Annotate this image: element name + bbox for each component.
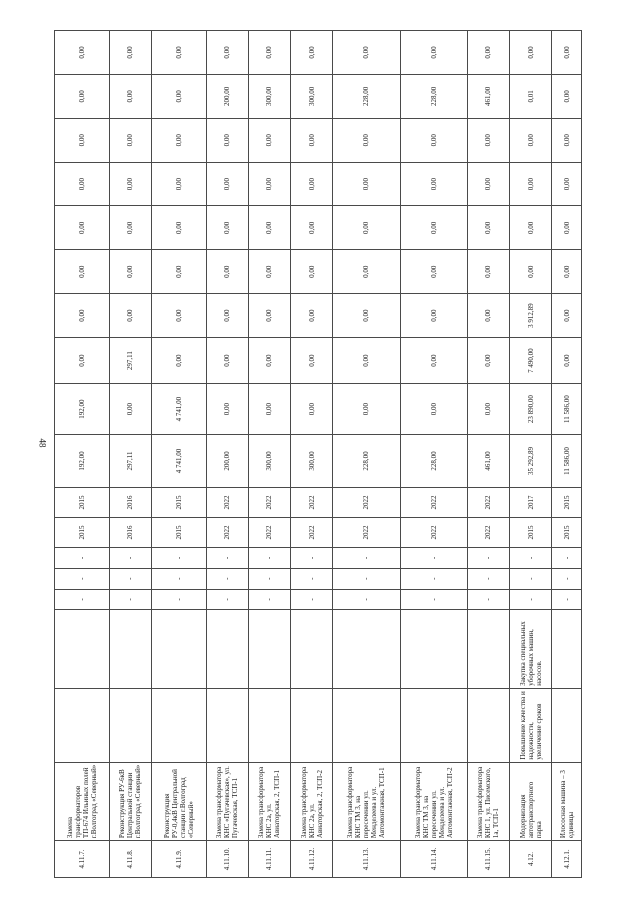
cell-total: 35 292,89 [510,434,552,487]
cell-v2: 0,00 [400,338,467,384]
cell-v7: 0,00 [400,118,467,162]
cell-code: 4.11.11. [248,841,290,878]
cell-code: 4.11.12. [291,841,333,878]
cell-v3: 0,00 [206,294,248,338]
cell-c6: - [552,568,582,589]
cell-v2: 0,00 [248,338,290,384]
cell-y1: 2022 [400,518,467,548]
page-number: 48 [37,438,48,448]
cell-code: 4.12. [510,841,552,878]
cell-y1: 2015 [151,518,206,548]
cell-total: 228,00 [333,434,400,487]
cell-v3: 0,00 [55,294,110,338]
cell-v4: 0,00 [55,250,110,294]
cell-c7: - [333,548,400,569]
cell-v8: 0,00 [151,74,206,118]
cell-v5: 0,00 [151,206,206,250]
cell-name: Илососная машина – 3 единицы [552,762,582,840]
cell-v7: 0,00 [206,118,248,162]
cell-work [55,610,110,688]
cell-c7: - [206,548,248,569]
cell-v6: 0,00 [467,162,509,206]
cell-v9: 0,00 [151,31,206,75]
cell-c5: - [467,589,509,610]
cell-y1: 2022 [291,518,333,548]
table-row [333,31,400,878]
cell-y1: 2022 [206,518,248,548]
cell-v7: 0,00 [467,118,509,162]
cell-v9: 0,00 [55,31,110,75]
cell-total: 228,00 [400,434,467,487]
cell-v7: 0,00 [109,118,151,162]
cell-v9: 0,00 [291,31,333,75]
cell-v1: 0,00 [333,384,400,435]
cell-name: Замена трансформатора КНС 1, ул. Писемского, 1а, ТСП-1 [467,762,509,840]
cell-c6: - [510,568,552,589]
cell-v6: 0,00 [400,162,467,206]
cell-v2: 297,11 [109,338,151,384]
cell-y1: 2022 [333,518,400,548]
cell-v4: 0,00 [467,250,509,294]
cell-v8: 0,00 [55,74,110,118]
table-row [55,31,110,878]
cell-y1: 2015 [55,518,110,548]
cell-v6: 0,00 [109,162,151,206]
cell-y2: 2022 [206,488,248,518]
cell-y2: 2015 [552,488,582,518]
cell-y2: 2022 [467,488,509,518]
cell-v3: 3 912,89 [510,294,552,338]
cell-v3: 0,00 [291,294,333,338]
cell-c6: - [55,568,110,589]
cell-v4: 0,00 [400,250,467,294]
table-row [400,31,467,878]
cell-code: 4.11.13. [333,841,400,878]
cell-name: Замена трансформатора КНС ТМ 3, на пересечении ул. Менделеева и ул. Автомонтажная, ТСП-2 [400,762,467,840]
cell-v7: 0,00 [333,118,400,162]
cell-v4: 0,00 [206,250,248,294]
cell-work [400,610,467,688]
investment-table [54,30,582,878]
cell-v6: 0,00 [248,162,290,206]
cell-v1: 0,00 [467,384,509,435]
cell-total: 192,00 [55,434,110,487]
cell-work [248,610,290,688]
cell-v2: 0,00 [333,338,400,384]
cell-code: 4.11.8. [109,841,151,878]
cell-purpose [109,688,151,762]
cell-v7: 0,00 [55,118,110,162]
cell-v9: 0,00 [467,31,509,75]
cell-y2: 2022 [291,488,333,518]
cell-work [109,610,151,688]
cell-y1: 2015 [552,518,582,548]
cell-v9: 0,00 [400,31,467,75]
cell-name: Реконструкция РУ-0,4кВ Центральной станции г.Волгоград «Северный» [151,762,206,840]
cell-c6: - [400,568,467,589]
cell-v3: 0,00 [109,294,151,338]
cell-code: 4.12.1. [552,841,582,878]
cell-v5: 0,00 [400,206,467,250]
cell-c6: - [248,568,290,589]
cell-v7: 0,00 [552,118,582,162]
cell-v9: 0,00 [109,31,151,75]
cell-v3: 0,00 [151,294,206,338]
cell-y2: 2015 [151,488,206,518]
table-row [151,31,206,878]
cell-c6: - [333,568,400,589]
cell-purpose [333,688,400,762]
cell-v9: 0,00 [248,31,290,75]
cell-v9: 0,00 [206,31,248,75]
cell-c7: - [510,548,552,569]
cell-v8: 300,00 [291,74,333,118]
cell-code: 4.11.10. [206,841,248,878]
cell-v6: 0,00 [151,162,206,206]
cell-work [151,610,206,688]
cell-v4: 0,00 [248,250,290,294]
cell-v5: 0,00 [552,206,582,250]
cell-v8: 0,00 [552,74,582,118]
cell-v8: 228,00 [400,74,467,118]
table-row [510,31,552,878]
cell-work [552,610,582,688]
cell-name: Замена трансформатора КНС ТМ 3, на пересечении ул. Менделеева и ул. Автомонтажная, ТСП-1 [333,762,400,840]
table-row [552,31,582,878]
cell-work: Закупка специальных уборочных машин, насосов. [510,610,552,688]
cell-v6: 0,00 [552,162,582,206]
cell-v4: 0,00 [510,250,552,294]
cell-v3: 0,00 [248,294,290,338]
cell-total: 461,00 [467,434,509,487]
cell-c5: - [552,589,582,610]
cell-c6: - [291,568,333,589]
cell-v2: 0,00 [467,338,509,384]
cell-purpose: Повышение качества и надежности, увеличение сроков [510,688,552,762]
cell-v3: 0,00 [552,294,582,338]
cell-name: Реконструкция РУ-6кВ Центральной станции г.Волгоград «Северный» [109,762,151,840]
cell-v1: 11 586,00 [552,384,582,435]
cell-v5: 0,00 [248,206,290,250]
cell-v4: 0,00 [291,250,333,294]
cell-v2: 0,00 [151,338,206,384]
cell-v1: 0,00 [291,384,333,435]
cell-v8: 0,01 [510,74,552,118]
cell-v8: 200,00 [206,74,248,118]
cell-c7: - [291,548,333,569]
cell-code: 4.11.14. [400,841,467,878]
cell-v4: 0,00 [552,250,582,294]
cell-c6: - [467,568,509,589]
cell-v1: 23 890,00 [510,384,552,435]
cell-v3: 0,00 [400,294,467,338]
cell-y2: 2016 [109,488,151,518]
cell-v6: 0,00 [206,162,248,206]
cell-purpose [552,688,582,762]
cell-name: Модернизация автотранспортного парка [510,762,552,840]
table-body [55,31,582,878]
cell-purpose [151,688,206,762]
table-row [248,31,290,878]
cell-c7: - [552,548,582,569]
cell-total: 297,11 [109,434,151,487]
cell-y1: 2015 [510,518,552,548]
cell-v7: 0,00 [510,118,552,162]
cell-v6: 0,00 [510,162,552,206]
cell-name: Замена трансформатора КНС 2а, ул. Авиаторская, 2, ТСП-2 [291,762,333,840]
cell-v5: 0,00 [510,206,552,250]
cell-work [333,610,400,688]
cell-c5: - [248,589,290,610]
cell-v1: 0,00 [248,384,290,435]
cell-v4: 0,00 [333,250,400,294]
cell-v1: 4 741,00 [151,384,206,435]
cell-c5: - [151,589,206,610]
cell-purpose [55,688,110,762]
cell-v3: 0,00 [467,294,509,338]
cell-v6: 0,00 [291,162,333,206]
cell-v8: 461,00 [467,74,509,118]
cell-v1: 192,00 [55,384,110,435]
cell-v5: 0,00 [291,206,333,250]
cell-v8: 228,00 [333,74,400,118]
cell-v4: 0,00 [151,250,206,294]
cell-name: Замена трансформатора КНС «Пугачевская», ул. Пугачевская, ТСП-1 [206,762,248,840]
cell-y1: 2022 [248,518,290,548]
cell-v7: 0,00 [248,118,290,162]
cell-purpose [291,688,333,762]
cell-total: 4 741,00 [151,434,206,487]
cell-v6: 0,00 [55,162,110,206]
cell-c5: - [400,589,467,610]
cell-y1: 2022 [467,518,509,548]
table-row [467,31,509,878]
cell-c7: - [248,548,290,569]
cell-v7: 0,00 [151,118,206,162]
cell-purpose [248,688,290,762]
cell-c5: - [291,589,333,610]
cell-code: 4.11.9. [151,841,206,878]
cell-v2: 0,00 [291,338,333,384]
cell-y2: 2017 [510,488,552,518]
table-row [291,31,333,878]
cell-v1: 0,00 [109,384,151,435]
cell-v5: 0,00 [206,206,248,250]
table-row [206,31,248,878]
cell-v5: 0,00 [333,206,400,250]
cell-total: 11 586,00 [552,434,582,487]
cell-work [206,610,248,688]
cell-y2: 2015 [55,488,110,518]
cell-v5: 0,00 [55,206,110,250]
cell-code: 4.11.7. [55,841,110,878]
cell-c5: - [510,589,552,610]
cell-total: 300,00 [291,434,333,487]
cell-v1: 0,00 [206,384,248,435]
cell-total: 200,00 [206,434,248,487]
cell-v9: 0,00 [552,31,582,75]
cell-c6: - [151,568,206,589]
cell-purpose [467,688,509,762]
cell-y1: 2016 [109,518,151,548]
cell-v4: 0,00 [109,250,151,294]
cell-name: Замена трансформаторов ТП-674 Ильиных полей г.Волгоград «Северный» [55,762,110,840]
cell-c7: - [109,548,151,569]
cell-v2: 0,00 [206,338,248,384]
cell-purpose [400,688,467,762]
cell-v9: 0,00 [510,31,552,75]
cell-c5: - [333,589,400,610]
cell-y2: 2022 [333,488,400,518]
cell-v9: 0,00 [333,31,400,75]
table-row [109,31,151,878]
cell-c7: - [400,548,467,569]
cell-v2: 7 490,00 [510,338,552,384]
cell-v8: 300,00 [248,74,290,118]
cell-name: Замена трансформатора КНС 2а, ул. Авиаторская, 2, ТСП-1 [248,762,290,840]
cell-v7: 0,00 [291,118,333,162]
cell-total: 300,00 [248,434,290,487]
rotated-table-wrapper [54,30,582,878]
cell-c7: - [55,548,110,569]
cell-c6: - [109,568,151,589]
cell-v2: 0,00 [552,338,582,384]
cell-y2: 2022 [248,488,290,518]
cell-y2: 2022 [400,488,467,518]
cell-v5: 0,00 [467,206,509,250]
cell-code: 4.11.15. [467,841,509,878]
cell-v6: 0,00 [333,162,400,206]
cell-c5: - [206,589,248,610]
cell-c5: - [55,589,110,610]
cell-work [467,610,509,688]
cell-v1: 0,00 [400,384,467,435]
cell-v5: 0,00 [109,206,151,250]
cell-v3: 0,00 [333,294,400,338]
cell-c7: - [467,548,509,569]
cell-c5: - [109,589,151,610]
cell-c6: - [206,568,248,589]
cell-purpose [206,688,248,762]
cell-work [291,610,333,688]
cell-v8: 0,00 [109,74,151,118]
cell-c7: - [151,548,206,569]
cell-v2: 0,00 [55,338,110,384]
